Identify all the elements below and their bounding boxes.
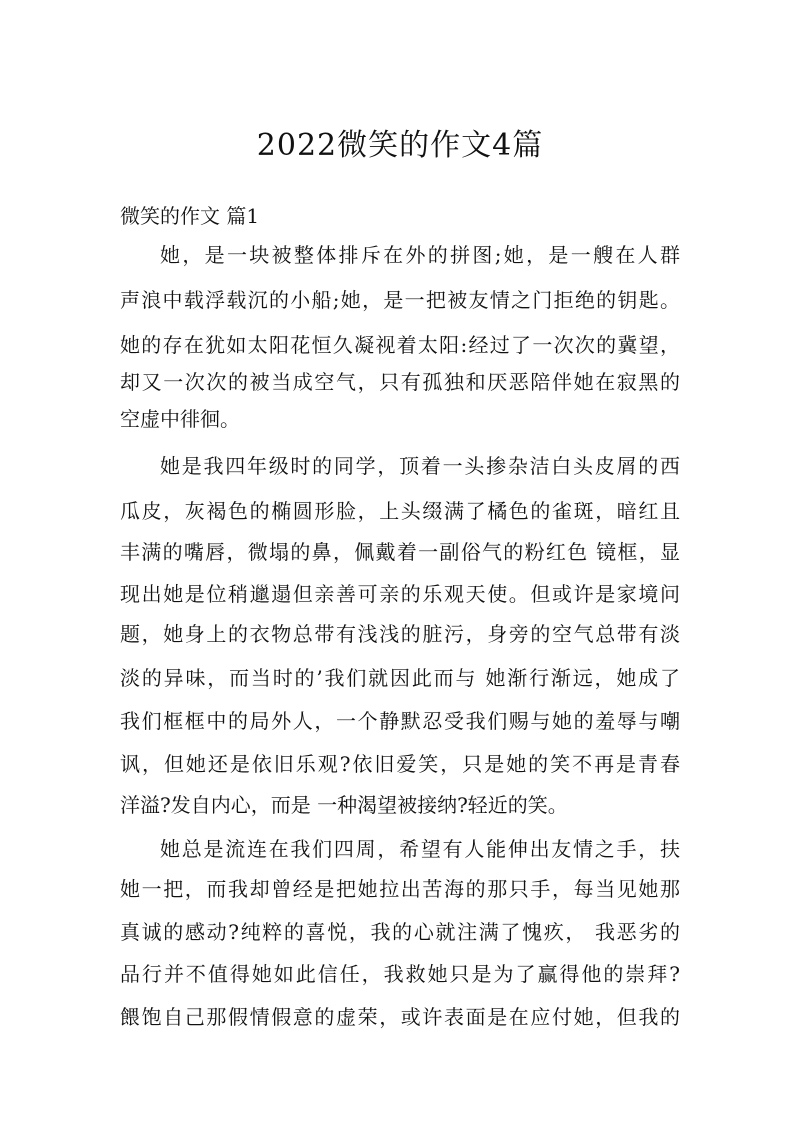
paragraph-line: 题，她身上的衣物总带有浅浅的脏污，身旁的空气总带有淡 bbox=[120, 622, 680, 646]
paragraph-line: 她，是一块被整体排斥在外的拼图;她，是一艘在人群 bbox=[160, 243, 680, 267]
paragraph-line: 现出她是位稍邋遢但亲善可亲的乐观天使。但或许是家境问 bbox=[120, 582, 680, 606]
paragraph-line: 她的存在犹如太阳花恒久凝视着太阳:经过了一次次的冀望， bbox=[120, 333, 680, 357]
paragraph-line: 她一把，而我却曾经是把她拉出苦海的那只手，每当见她那 bbox=[120, 877, 680, 901]
paragraph-line: 讽，但她还是依旧乐观?依旧爱笑，只是她的笑不再是青春 bbox=[120, 752, 680, 776]
document-title: 2022微笑的作文4篇 bbox=[256, 128, 544, 163]
paragraph-line: 品行并不值得她如此信任，我救她只是为了赢得他的崇拜? bbox=[120, 962, 680, 986]
paragraph-line: 淡的异味，而当时的’我们就因此而与 她渐行渐远，她成了 bbox=[120, 666, 680, 690]
paragraph-line: 丰满的嘴唇，微塌的鼻，佩戴着一副俗气的粉红色 镜框，显 bbox=[120, 540, 680, 564]
paragraph-line: 我们框框中的局外人，一个静默忍受我们赐与她的羞辱与嘲 bbox=[120, 709, 680, 733]
paragraph-line: 空虚中徘徊。 bbox=[120, 407, 240, 431]
paragraph-line: 餵饱自己那假情假意的虚荣，或许表面是在应付她，但我的 bbox=[120, 1005, 680, 1029]
paragraph-line: 她总是流连在我们四周，希望有人能伸出友情之手，扶 bbox=[160, 837, 680, 861]
paragraph-line: 瓜皮，灰褐色的椭圆形脸，上头缀满了橘色的雀斑，暗红且 bbox=[120, 499, 680, 523]
paragraph-line: 洋溢?发自内心，而是 一种渴望被接纳?轻近的笑。 bbox=[120, 793, 568, 817]
paragraph-line: 真诚的感动?纯粹的喜悦，我的心就注满了愧疚， 我恶劣的 bbox=[120, 920, 680, 944]
paragraph-line: 声浪中载浮载沉的小船;她，是一把被友情之门拒绝的钥匙。 bbox=[120, 288, 680, 312]
paragraph-line: 她是我四年级时的同学，顶着一头掺杂洁白头皮屑的西 bbox=[160, 454, 680, 478]
section-heading: 微笑的作文 篇1 bbox=[120, 204, 260, 228]
paragraph-line: 却又一次次的被当成空气，只有孤独和厌恶陪伴她在寂黑的 bbox=[120, 370, 680, 394]
